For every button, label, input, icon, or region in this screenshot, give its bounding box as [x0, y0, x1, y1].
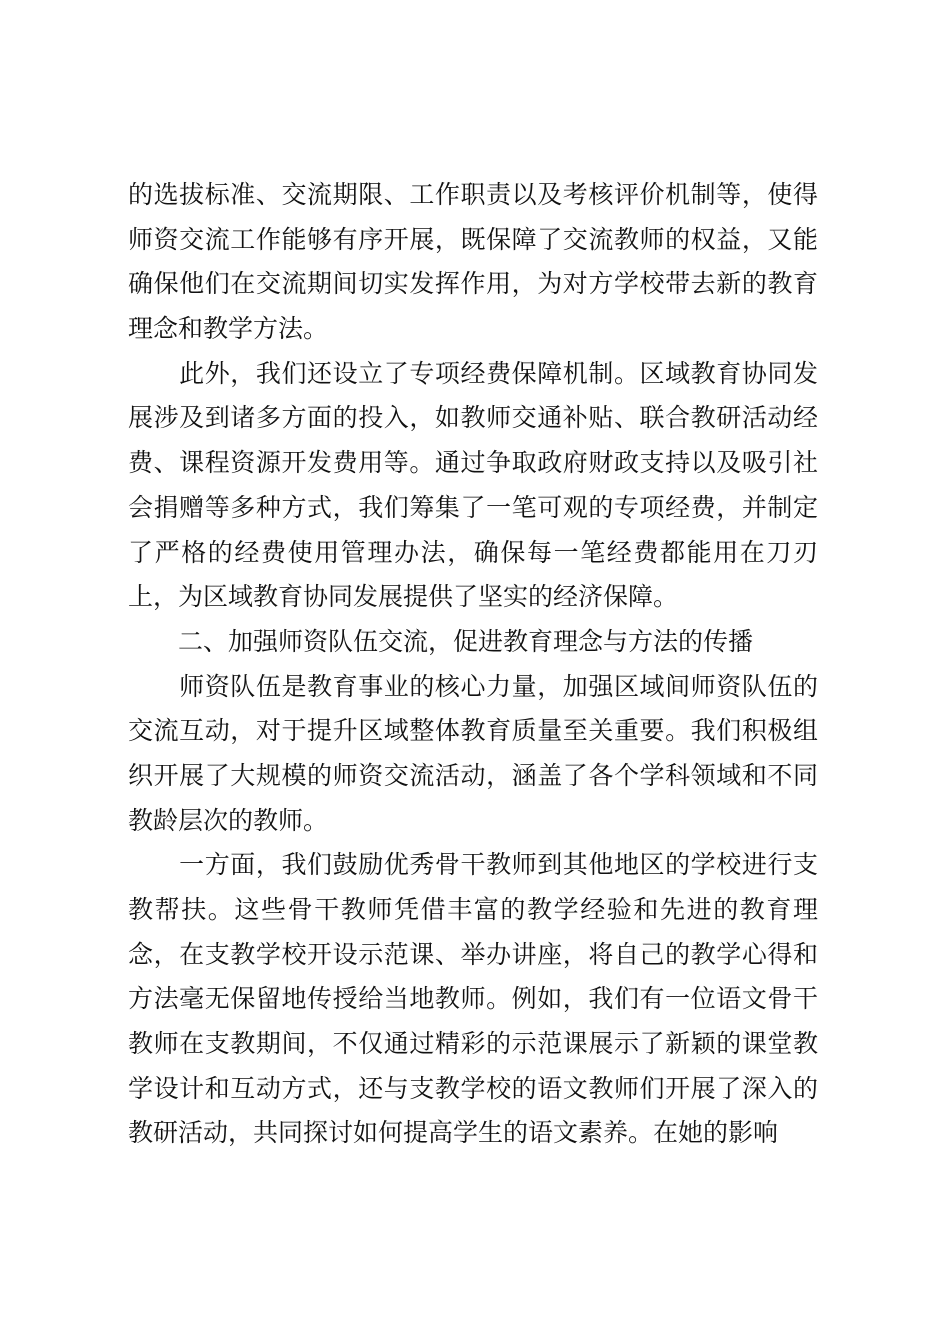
text-line: 的选拔标准、交流期限、工作职责以及考核评价机制等，使得 — [128, 180, 818, 209]
text-line: 方法毫无保留地传授给当地教师。例如，我们有一位语文骨干 — [128, 984, 818, 1014]
text-line: 师资队伍是教育事业的核心力量，加强区域间师资队伍的 — [128, 671, 818, 701]
heading-line: 二、加强师资队伍交流，促进教育理念与方法的传播 — [128, 626, 754, 656]
text-line: 教帮扶。这些骨干教师凭借丰富的教学经验和先进的教育理 — [128, 895, 818, 924]
text-line: 师资交流工作能够有序开展，既保障了交流教师的权益，又能 — [128, 224, 818, 254]
text-line: 此外，我们还设立了专项经费保障机制。区域教育协同发 — [128, 358, 818, 388]
text-line: 展涉及到诸多方面的投入，如教师交通补贴、联合教研活动经 — [128, 403, 818, 433]
text-line: 会捐赠等多种方式，我们筹集了一笔可观的专项经费，并制定 — [128, 492, 818, 522]
text-line: 上，为区域教育协同发展提供了坚实的经济保障。 — [128, 582, 679, 612]
paragraph-support-teaching — [128, 843, 818, 1156]
text-line: 念，在支教学校开设示范课、举办讲座，将自己的教学心得和 — [128, 939, 818, 969]
document-body — [128, 173, 818, 1156]
text-line: 确保他们在交流期间切实发挥作用，为对方学校带去新的教育 — [128, 269, 818, 299]
text-line: 理念和教学方法。 — [128, 314, 329, 344]
text-line: 教师在支教期间，不仅通过精彩的示范课展示了新颖的课堂教 — [128, 1029, 818, 1059]
text-line: 教研活动，共同探讨如何提高学生的语文素养。在她的影响 — [128, 1118, 779, 1148]
text-line: 了严格的经费使用管理办法，确保每一笔经费都能用在刀刃 — [128, 537, 818, 567]
text-line: 交流互动，对于提升区域整体教育质量至关重要。我们积极组 — [128, 716, 818, 746]
text-line: 织开展了大规模的师资交流活动，涵盖了各个学科领域和不同 — [128, 760, 818, 790]
section-heading — [128, 620, 818, 665]
text-line: 费、课程资源开发费用等。通过争取政府财政支持以及吸引社 — [128, 448, 818, 478]
text-line: 学设计和互动方式，还与支教学校的语文教师们开展了深入的 — [128, 1073, 818, 1103]
paragraph-funding — [128, 352, 818, 620]
paragraph-continued — [128, 173, 818, 352]
text-line: 教龄层次的教师。 — [128, 805, 329, 835]
text-line: 一方面，我们鼓励优秀骨干教师到其他地区的学校进行支 — [128, 850, 818, 880]
paragraph-teacher-exchange — [128, 665, 818, 844]
